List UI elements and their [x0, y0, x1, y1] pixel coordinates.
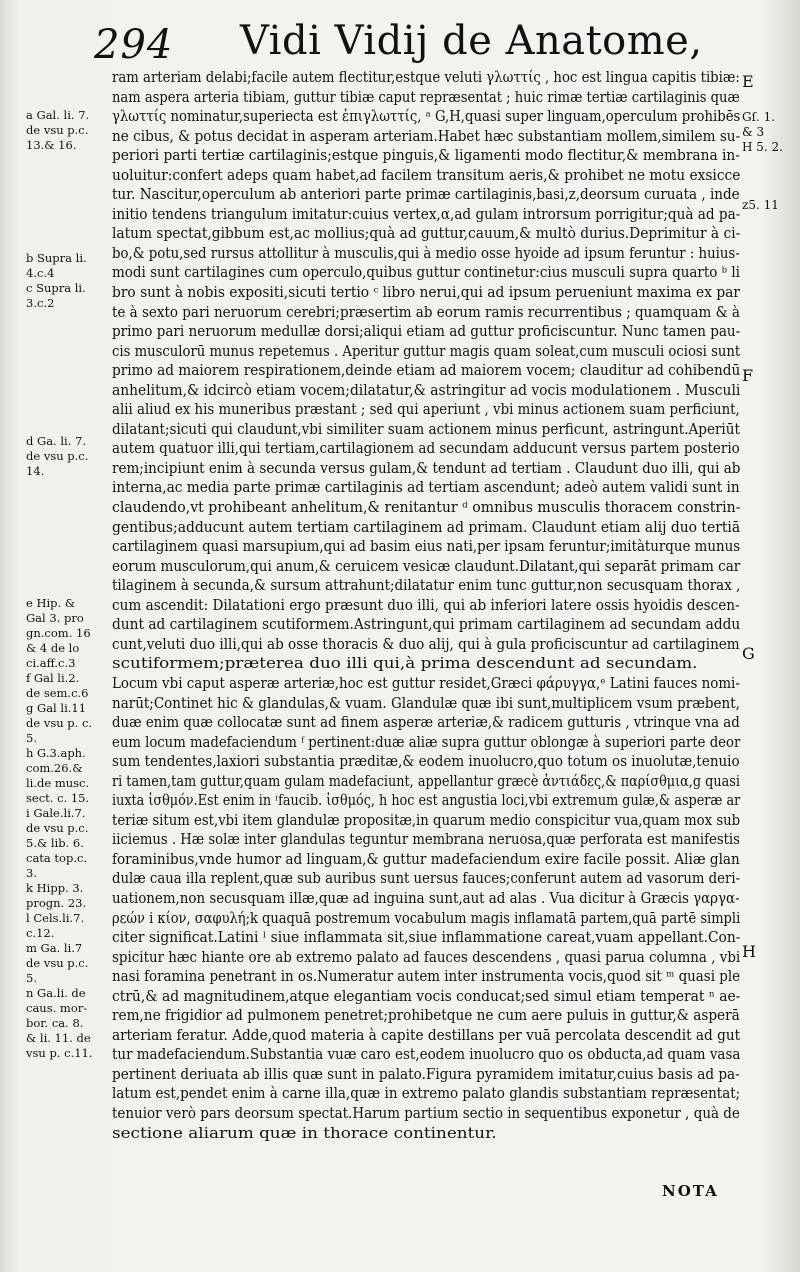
- margin-note: Gſ. 1. & 3 H 5. 2.: [742, 110, 783, 154]
- text-line: bo,& potu,sed rursus attollitur à musculis,qui à medio osse hyoide ad ipsum feruntur : huius-: [112, 244, 740, 262]
- text-line: cis musculorū munus repetemus . Aperitur guttur magis quam soleat,cum musculi ociosi sunt: [112, 342, 741, 360]
- text-line: claudendo,vt prohibeant anhelitum,& renitantur ᵈ omnibus musculis thoracem constrin-: [112, 499, 741, 517]
- text-line: scutiformem;præterea duo illi qui,à prima descendunt ad secundam.: [112, 655, 698, 673]
- text-line: spicitur hæc hiante ore ab extremo palato ad fauces descendens , quasi parua columna , vbi: [112, 948, 741, 966]
- text-line: eorum musculorum,qui anum,& ceruicem vesicæ claudunt.Dilatant,qui separāt primam car: [112, 557, 741, 575]
- text-line: cartilaginem quasi marsupium,qui ad basim eius nati,per ipsam feruntur;imitàturque munus: [112, 538, 741, 556]
- text-line: bro sunt à nobis expositi,sicuti tertio ᶜ libro nerui,qui ad ipsum perueniunt maxima ex par: [112, 284, 740, 302]
- text-line: pertinent deriuata ab illis quæ sunt in palato.Figura pyramidem imitatur,cuius basis ad pa-: [112, 1065, 740, 1083]
- text-line: rem;incipiunt enim à secunda versus gulam,& tendunt ad tertiam . Claudunt duo illi, qui ab: [112, 459, 741, 477]
- text-line: dunt ad cartilaginem scutiformem.Astringunt,qui primam cartilaginem ad secundam addu: [112, 616, 741, 634]
- text-line: ne cibus, & potus decidat in asperam arteriam.Habet hæc substantiam mollem,similem su-: [112, 127, 741, 145]
- margin-note: z5. 11: [742, 198, 779, 212]
- text-line: γλωττίς nominatur,superiecta est ἐπιγλωττίς, ᵃ G,H,quasi super linguam,operculum prohibēs: [112, 108, 741, 126]
- section-letter: F: [742, 366, 754, 385]
- text-line: uationem,non secusquam illæ,quæ ad inguina sunt,aut ad alas . Vua dicitur à Græcis γαργα-: [112, 889, 740, 907]
- text-line: iiciemus . Hæ solæ inter glandulas teguntur membrana neruosa,quæ perforata est manifestis: [112, 831, 740, 849]
- text-line: tur. Nascitur,operculum ab anteriori parte primæ cartilaginis,basi,z,deorsum curuata , inde: [112, 186, 740, 204]
- text-line: uoluitur:confert adeps quam habet,ad facilem transitum aeris,& prohibet ne motu exsicce: [112, 166, 741, 184]
- text-line: autem quatuor illi,qui tertiam,cartilagionem ad secundam adducunt versus partem posterio: [112, 440, 740, 458]
- text-line: narūt;Continet hic & glandulas,& vuam. Glandulæ quæ ibi sunt,multiplicem vsum præbent,: [112, 694, 740, 712]
- text-line: teriæ situm est,vbi item glandulæ propositæ,in quarum medio conspicitur vua,quam mox sub: [112, 811, 741, 829]
- margin-note: a Gal. li. 7. de vsu p.c. 13.& 16.: [26, 108, 90, 152]
- text-line: citer significat.Latini ˡ siue inflammata sit,siue inflammatione careat,vuam appellant.Con-: [112, 929, 741, 947]
- text-line: latum est,pendet enim à carne illa,quæ in extremo palato glandis substantiam repræsentat;: [112, 1085, 741, 1103]
- margin-note: b Supra li. 4.c.4 c Supra li. 3.c.2: [26, 251, 87, 310]
- section-letter: E: [742, 72, 754, 91]
- text-line: te à sexto pari neruorum cerebri;præsertim ab eorum ramis recurrentibus ; quamquam & à: [112, 303, 740, 321]
- text-line: primo ad maiorem respirationem,deinde etiam ad maiorem vocem; clauditur ad cohibendū: [112, 362, 741, 380]
- text-line: periori parti tertiæ cartilaginis;estque pinguis,& ligamenti modo flectitur,& membrana in-: [112, 147, 740, 165]
- text-line: dilatant;sicuti qui claudunt,vbi similiter suam actionem minus perficunt, astringunt.Aperiūt: [112, 420, 740, 438]
- text-line: sum tendentes,laxiori substantia præditæ,& eodem inuolucro,quo totum os inuolutæ,tenuio: [112, 753, 740, 771]
- page-footer: [0, 1180, 800, 1240]
- section-letter: H: [742, 942, 756, 961]
- text-line: alii aliud ex his muneribus præstant ; sed qui aperiunt , vbi minus actionem suam perficiunt,: [112, 401, 740, 419]
- text-line: arteriam feratur. Adde,quod materia à capite destillans per vuā percolata descendit ad gut: [112, 1026, 741, 1044]
- margin-note: e Hip. & Gal 3. pro gn.com. 16 & 4 de lo ci.aff.c.3 f Gal li.2. de sem.c.6 g Gal li.11 de vsu p. c. 5. h G.3.aph. com.26.& li.de musc. sect. c. 15. i Gale.li.7. de vsu p.c. 5.& lib. 6. cata top.c. 3. k Hipp. 3. progn. 23. l Cels.li.7. c.12. m Ga. li.7 de vsu p.c. 5. n Ga.li. de caus. mor- bor. ca. 8. & li. 11. de vsu p. c.11.: [26, 596, 93, 1060]
- text-line: ri tamen,tam guttur,quam gulam madefaciunt, appellantur græcè ἀντιάδες,& παρίσθμια,g quasi: [112, 772, 740, 790]
- text-line: interna,ac media parte primæ cartilaginis ad tertiam ascendunt; adeò autem validi sunt in: [112, 479, 740, 497]
- text-line: rem,ne frigidior ad pulmonem penetret;prohibetque ne cum aere puluis in guttur,& asperā: [112, 1007, 740, 1025]
- text-line: nam aspera arteria tibiam, guttur tibiæ caput repræsentat ; huic rimæ tertiæ cartilaginis quæ: [112, 88, 740, 106]
- text-line: ram arteriam delabi;facile autem flectitur,estque veluti γλωττίς , hoc est lingua capitis tibiæ:: [112, 69, 740, 86]
- running-title: Vidi Vidij de Anatome,: [240, 18, 703, 64]
- text-line: iuxta ἰσθμόν.Est enim in ᶦfaucib. ἰσθμός, h hoc est angustia loci,vbi extremum gulæ,& asperæ ar: [112, 792, 741, 810]
- text-line: tilaginem à secunda,& sursum attrahunt;dilatatur enim tunc guttur,non secusquam thorax ,: [112, 577, 741, 595]
- text-line: primo pari neruorum medullæ dorsi;aliqui etiam ad guttur proficiscuntur. Nunc tamen pau-: [112, 323, 741, 341]
- text-line: eum locum madefaciendum ᶠ pertinent:duæ aliæ supra guttur oblongæ à superiori parte deor: [112, 733, 741, 751]
- page-header: [0, 18, 800, 66]
- text-line: dulæ caua illa replent,quæ sub auribus sunt uersus fauces;conferunt autem ad vasorum deri-: [112, 870, 741, 888]
- text-line: anhelitum,& idcircò etiam vocem;dilatatur,& astringitur ad vocis modulationem . Musculi: [112, 381, 741, 399]
- margin-note: d Ga. li. 7. de vsu p.c. 14.: [26, 434, 89, 478]
- text-line: tur madefaciendum.Substantia vuæ caro est,eodem inuolucro quo os obducta,ad quam vasa: [112, 1046, 741, 1064]
- text-line: gentibus;adducunt autem tertiam cartilaginem ad primam. Claudunt etiam alij duo tertiā: [112, 518, 741, 536]
- main-text-block: [112, 68, 740, 1143]
- text-line: ctrū,& ad magnitudinem,atque elegantiam vocis conducat;sed simul etiam temperat ⁿ ae-: [112, 987, 741, 1005]
- text-line: ρεών i κίον, σαφυλή;k quaquā postremum vocabulum magis inflamatā partem,quā partē simpli: [112, 909, 741, 927]
- text-line: sectione aliarum quæ in thorace continentur.: [112, 1124, 497, 1142]
- section-letter: G: [742, 644, 755, 663]
- text-line: cum ascendit: Dilatationi ergo præsunt duo illi, qui ab inferiori latere ossis hyoidis descen-: [112, 596, 740, 614]
- text-line: latum spectat,gibbum est,ac mollius;quà ad guttur,cauum,& multò durius.Deprimitur à ci-: [112, 225, 741, 243]
- text-line: Locum vbi caput asperæ arteriæ,hoc est guttur residet,Græci φάρυγγα,ᵉ Latini fauces nomi-: [112, 674, 740, 692]
- text-line: foraminibus,vnde humor ad linguam,& guttur madefaciendum exire facile possit. Aliæ glan: [112, 850, 740, 868]
- catchword: NOTA: [662, 1182, 719, 1200]
- page-number: 294: [94, 22, 174, 68]
- text-line: tenuior verò pars deorsum spectat.Harum partium sectio in sequentibus exponetur , quà de: [112, 1104, 740, 1122]
- text-line: initio tendens triangulum imitatur:cuius vertex,α,ad gulam introrsum porrigitur;quà ad pa-: [112, 205, 741, 223]
- text-line: duæ enim quæ collocatæ sunt ad finem asperæ arteriæ,& radicem gutturis , vtrinque vna ad: [112, 714, 740, 732]
- text-line: cunt,veluti duo illi,qui ab osse thoracis & duo alij, qui à gula proficiscuntur ad cartilaginem: [112, 635, 740, 653]
- text-line: nasi foramina penetrant in os.Numeratur autem inter instrumenta vocis,quod sit ᵐ quasi ple: [112, 968, 741, 986]
- text-line: modi sunt cartilagines cum operculo,quibus guttur continetur:cius musculi supra quarto ᵇ li: [112, 264, 740, 282]
